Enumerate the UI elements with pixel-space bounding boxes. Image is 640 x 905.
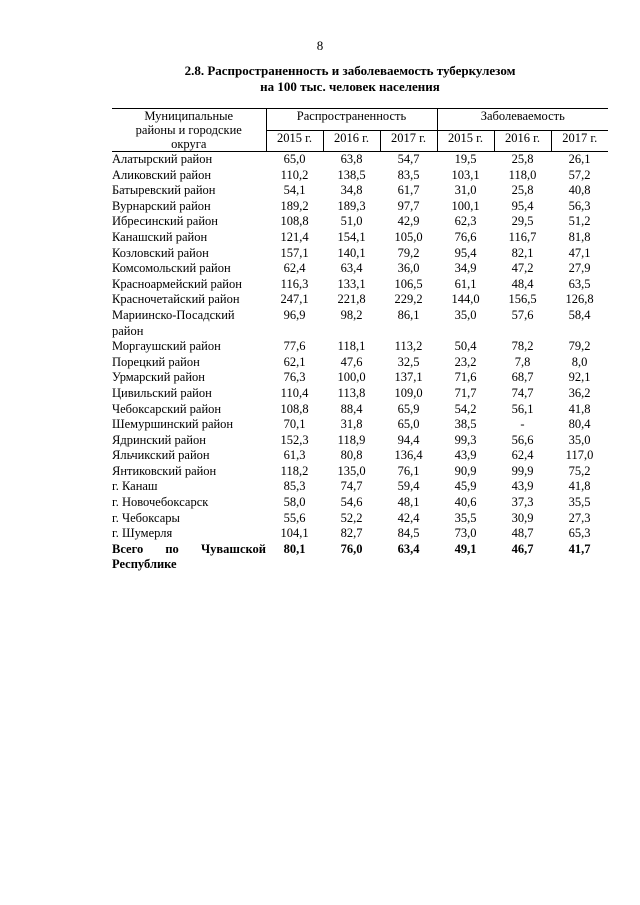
row-value: 37,3 [511,495,534,510]
row-value: 31,0 [454,183,477,198]
row-value: 45,9 [454,479,477,494]
row-value: 48,1 [397,495,420,510]
row-value: 154,1 [337,229,366,244]
row-value: 85,3 [283,479,306,494]
row-value: 137,1 [394,370,423,385]
row-value: 48,4 [511,276,534,291]
row-value: 34,8 [340,183,363,198]
row-value: 54,1 [283,183,306,198]
row-value: 25,8 [511,152,534,166]
total-value: 80,1 [283,541,306,556]
row-value: 79,2 [568,339,591,354]
row-value: 30,9 [511,510,534,525]
row-value: 40,6 [454,495,477,510]
row-name: Аликовский район [112,167,212,182]
table-row [112,448,608,464]
total-value: 76,0 [340,541,363,556]
row-value: 27,3 [568,510,591,525]
row-value: 109,0 [394,385,423,400]
row-value: 65,3 [568,526,591,541]
row-value: 117,0 [565,448,594,463]
table-row [112,511,608,527]
total-name: Всего по Чувашской Республике [112,541,266,572]
table-row [112,277,608,293]
row-name: Козловский район [112,245,209,260]
row-value: 84,5 [397,526,420,541]
row-value: 36,2 [568,385,591,400]
row-value: 86,1 [397,307,420,322]
tuberculosis-table [112,108,608,573]
row-value: 76,1 [397,463,420,478]
row-value: 57,2 [568,167,591,182]
row-name: Ядринский район [112,432,206,447]
row-value: 35,5 [568,495,591,510]
row-value: 47,2 [511,261,534,276]
row-value: 77,6 [283,339,306,354]
row-value: 61,3 [283,448,306,463]
row-value: 54,7 [397,152,420,166]
row-value: 110,2 [280,167,309,182]
total-value: 63,4 [397,541,420,556]
row-name: Ибресинский район [112,214,218,229]
row-value: 81,8 [568,229,591,244]
total-value: 46,7 [511,541,534,556]
table-row [112,292,608,308]
row-value: 43,9 [454,448,477,463]
row-value: 38,5 [454,417,477,432]
row-value: 56,1 [511,401,534,416]
row-name: г. Чебоксары [112,510,180,525]
row-name: Порецкий район [112,354,200,369]
row-value: 79,2 [397,245,420,260]
row-value: 126,8 [565,292,594,307]
row-value: 43,9 [511,479,534,494]
row-value: 62,4 [283,261,306,276]
row-value: 58,4 [568,307,591,322]
total-value: 49,1 [454,541,477,556]
row-value: 221,8 [337,292,366,307]
row-value: 121,4 [280,229,309,244]
row-name: Моргаушский район [112,339,221,354]
row-value: 157,1 [280,245,309,260]
row-name: Вурнарский район [112,198,211,213]
row-value: 133,1 [337,276,366,291]
row-value: - [520,417,525,432]
row-value: 152,3 [280,432,309,447]
row-value: 113,8 [337,385,366,400]
row-value: 7,8 [514,354,531,369]
row-value: 97,7 [397,198,420,213]
header-prevalence: Распространенность [266,109,437,131]
row-name: Красночетайский район [112,292,240,307]
row-value: 57,6 [511,307,534,322]
row-value: 80,8 [340,448,363,463]
row-value: 136,4 [394,448,423,463]
row-name: Яльчикский район [112,448,210,463]
row-value: 103,1 [451,167,480,182]
row-value: 31,8 [340,417,363,432]
table-row [112,386,608,402]
row-value: 95,4 [511,198,534,213]
row-value: 55,6 [283,510,306,525]
row-value: 135,0 [337,463,366,478]
row-value: 34,9 [454,261,477,276]
row-name: г. Канаш [112,479,158,494]
table-row [112,370,608,386]
row-value: 63,8 [340,152,363,166]
row-value: 65,0 [397,417,420,432]
row-value: 56,3 [568,198,591,213]
row-value: 116,7 [508,229,537,244]
table-row [112,495,608,511]
row-value: 8,0 [571,354,588,369]
header-year: 2017 г. [380,130,437,152]
row-value: 76,6 [454,229,477,244]
table-row [112,308,608,339]
row-value: 118,0 [508,167,537,182]
row-value: 35,0 [454,307,477,322]
header-municipality: Муниципальные районы и городские округа [112,109,266,152]
row-value: 68,7 [511,370,534,385]
header-year: 2016 г. [494,130,551,152]
row-value: 74,7 [340,479,363,494]
total-row [112,542,608,573]
row-value: 51,2 [568,214,591,229]
row-value: 73,0 [454,526,477,541]
row-value: 35,5 [454,510,477,525]
row-name: Красноармейский район [112,276,242,291]
row-value: 88,4 [340,401,363,416]
row-value: 94,4 [397,432,420,447]
row-value: 42,9 [397,214,420,229]
row-value: 76,3 [283,370,306,385]
row-value: 36,0 [397,261,420,276]
row-value: 75,2 [568,463,591,478]
row-value: 108,8 [280,401,309,416]
title-line-1: 2.8. Распространенность и заболеваемость туберкулезом [184,63,516,78]
row-value: 92,1 [568,370,591,385]
table-row [112,339,608,355]
row-name: Канашский район [112,229,208,244]
row-value: 35,0 [568,432,591,447]
row-name: Мариинско-Посадский район [112,307,235,338]
row-value: 59,4 [397,479,420,494]
row-value: 100,1 [451,198,480,213]
row-value: 40,8 [568,183,591,198]
row-value: 48,7 [511,526,534,541]
row-value: 56,6 [511,432,534,447]
table-row [112,526,608,542]
row-value: 96,9 [283,307,306,322]
row-value: 95,4 [454,245,477,260]
table-row [112,433,608,449]
table-row [112,355,608,371]
row-name: Батыревский район [112,183,216,198]
row-value: 189,2 [280,198,309,213]
table-row [112,168,608,184]
row-value: 104,1 [280,526,309,541]
row-name: Шемуршинский район [112,417,234,432]
row-value: 41,8 [568,479,591,494]
row-value: 82,1 [511,245,534,260]
row-value: 65,0 [283,152,306,166]
row-value: 32,5 [397,354,420,369]
table-row [112,152,608,168]
row-value: 83,5 [397,167,420,182]
row-value: 138,5 [337,167,366,182]
row-value: 25,8 [511,183,534,198]
row-value: 116,3 [280,276,309,291]
row-value: 98,2 [340,307,363,322]
row-name: Комсомольский район [112,261,231,276]
table-row [112,417,608,433]
row-value: 118,2 [280,463,309,478]
table-row [112,261,608,277]
row-name: г. Шумерля [112,526,173,541]
table-row [112,246,608,262]
title-line-2: на 100 тыс. человек населения [260,79,440,94]
row-value: 140,1 [337,245,366,260]
row-value: 51,0 [340,214,363,229]
row-value: 105,0 [394,229,423,244]
row-value: 99,3 [454,432,477,447]
row-value: 50,4 [454,339,477,354]
row-value: 63,4 [340,261,363,276]
row-value: 189,3 [337,198,366,213]
row-value: 58,0 [283,495,306,510]
row-value: 61,7 [397,183,420,198]
row-value: 26,1 [568,152,591,166]
table-row [112,214,608,230]
table-row [112,402,608,418]
row-value: 62,1 [283,354,306,369]
row-name: г. Новочебоксарск [112,495,209,510]
row-value: 144,0 [451,292,480,307]
row-value: 61,1 [454,276,477,291]
row-value: 62,3 [454,214,477,229]
row-value: 74,7 [511,385,534,400]
row-value: 99,9 [511,463,534,478]
row-value: 27,9 [568,261,591,276]
row-value: 106,5 [394,276,423,291]
row-value: 54,2 [454,401,477,416]
row-name: Урмарский район [112,370,205,385]
table-row [112,479,608,495]
row-value: 110,4 [280,385,309,400]
row-value: 70,1 [283,417,306,432]
row-value: 80,4 [568,417,591,432]
row-value: 71,7 [454,385,477,400]
header-incidence: Заболеваемость [437,109,608,131]
row-value: 71,6 [454,370,477,385]
table-row [112,230,608,246]
page-number: 8 [316,38,324,53]
row-name: Янтиковский район [112,463,217,478]
row-value: 78,2 [511,339,534,354]
row-value: 62,4 [511,448,534,463]
table-title [110,63,590,95]
row-value: 52,2 [340,510,363,525]
row-value: 41,8 [568,401,591,416]
table-row [112,464,608,480]
row-value: 47,6 [340,354,363,369]
table-row [112,183,608,199]
row-value: 108,8 [280,214,309,229]
header-year: 2015 г. [266,130,323,152]
row-value: 247,1 [280,292,309,307]
total-value: 41,7 [568,541,591,556]
row-value: 54,6 [340,495,363,510]
table-row [112,199,608,215]
row-value: 63,5 [568,276,591,291]
row-value: 100,0 [337,370,366,385]
row-value: 118,1 [337,339,366,354]
row-name: Алатырский район [112,152,213,166]
header-year: 2017 г. [551,130,608,152]
row-value: 65,9 [397,401,420,416]
row-value: 82,7 [340,526,363,541]
row-value: 29,5 [511,214,534,229]
header-year: 2016 г. [323,130,380,152]
row-value: 90,9 [454,463,477,478]
row-value: 229,2 [394,292,423,307]
row-value: 47,1 [568,245,591,260]
row-value: 113,2 [394,339,423,354]
row-value: 156,5 [508,292,537,307]
row-value: 19,5 [454,152,477,166]
row-name: Цивильский район [112,385,212,400]
header-year: 2015 г. [437,130,494,152]
row-value: 42,4 [397,510,420,525]
row-name: Чебоксарский район [112,401,222,416]
row-value: 23,2 [454,354,477,369]
row-value: 118,9 [337,432,366,447]
